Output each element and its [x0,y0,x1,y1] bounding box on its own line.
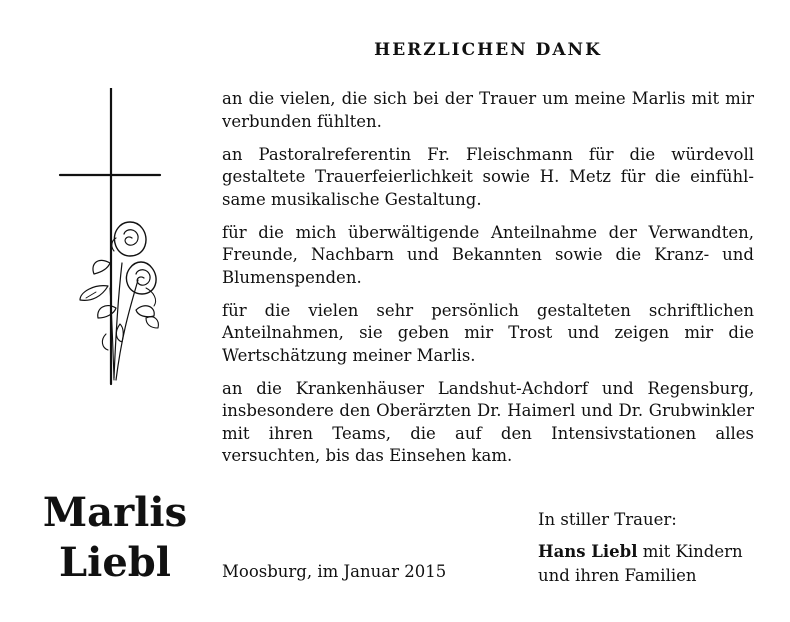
place-date: Moosburg, im Januar 2015 [222,562,447,581]
notice-heading: HERZLICHEN DANK [374,40,602,60]
deceased-name [40,488,190,588]
signature-intro: In stiller Trauer: [538,510,677,529]
thanks-paragraph: an Pastoralreferentin Fr. Fleischmann für die würdevoll gestaltete Trauerfeierlichkeit sowie H. Metz für die einfühlsame musikalische Gestaltung. [222,144,754,209]
cross-with-roses-icon [50,88,180,392]
signature-line-1-rest: mit Kindern [637,542,743,561]
thanks-text [222,88,754,478]
thanks-paragraph: für die mich überwältigende Anteilnahme der Verwandten, Freunde, Nachbarn und Bekannten sowie die Kranz- und Blumenspenden. [222,222,754,287]
signature-block [538,508,743,588]
deceased-last-name: Liebl [59,539,171,586]
signature-line-1 [538,540,743,564]
thanks-paragraph: für die vielen sehr persönlich gestalteten schriftlichen Anteilnahmen, sie geben mir Trost und zeigen mir die Wertschätzung meiner Marlis. [222,300,754,365]
signature-name: Hans Liebl [538,542,638,561]
deceased-first-name: Marlis [42,489,188,536]
thanks-paragraph: an die Krankenhäuser Landshut-Achdorf und Regensburg, insbesondere den Oberärzten Dr. Haimerl und Dr. Grubwinkler mit ihren Teams, die auf den Intensivstationen alles versuchten, bis das Einsehen kam. [222,378,754,465]
signature-line-2: und ihren Familien [538,566,697,585]
thanks-paragraph: an die vielen, die sich bei der Trauer um meine Marlis mit mir verbunden fühlten. [222,89,754,131]
